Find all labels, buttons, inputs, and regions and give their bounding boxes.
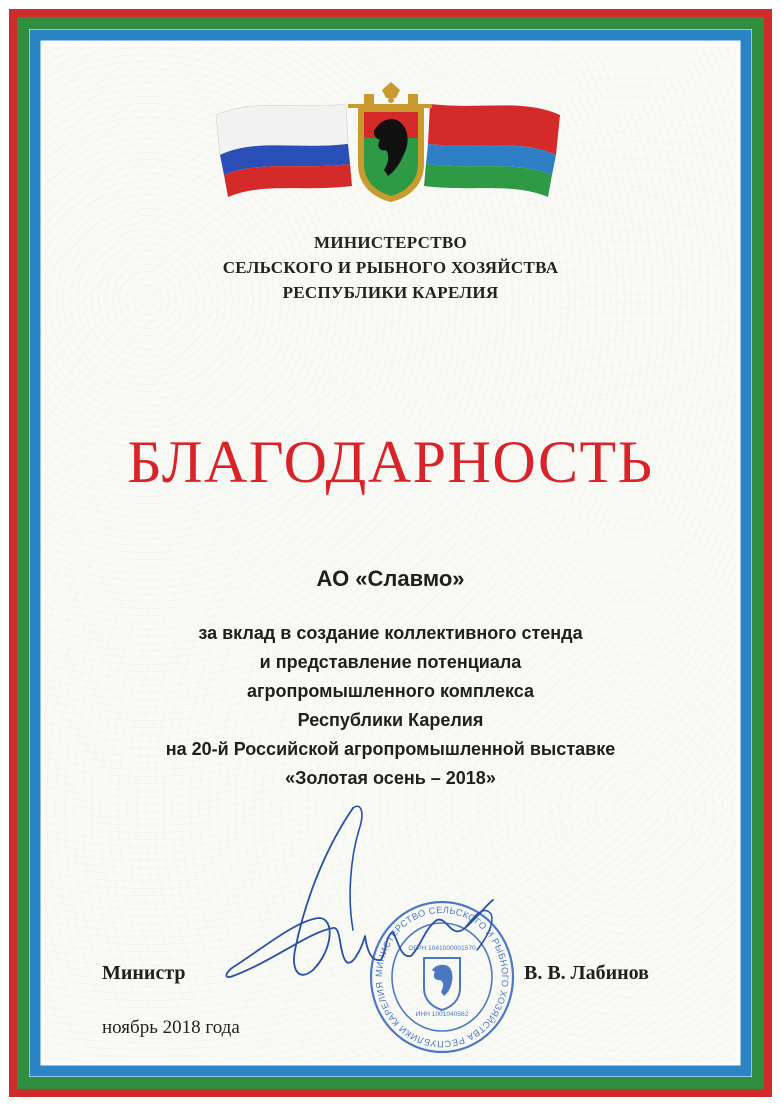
svg-text:ОГРН 1041000001570: ОГРН 1041000001570	[408, 945, 476, 952]
karelia-coat-of-arms-icon	[348, 82, 432, 202]
body-line: Республики Карелия	[297, 710, 484, 730]
russia-flag-icon	[216, 104, 352, 197]
body-line: за вклад в создание коллективного стенда	[198, 623, 583, 643]
body-line: и представление потенциала	[259, 652, 522, 672]
karelia-flag-icon	[424, 104, 560, 197]
recipient-name: АО «Славмо»	[316, 566, 465, 591]
flags-emblem	[214, 80, 566, 205]
svg-text:ИНН 1001040562: ИНН 1001040562	[415, 1011, 469, 1018]
ministry-name-line3: РЕСПУБЛИКИ КАРЕЛИЯ	[282, 283, 499, 302]
ministry-name-line2: СЕЛЬСКОГО И РЫБНОГО ХОЗЯЙСТВА	[222, 258, 559, 277]
svg-text:МИНИСТЕРСТВО СЕЛЬСКОГО И РЫБНО: МИНИСТЕРСТВО СЕЛЬСКОГО И РЫБНОГО ХОЗЯЙСТВА РЕСПУБЛИКИ КАРЕЛИЯ	[373, 904, 511, 1050]
handwritten-signature	[215, 800, 515, 1000]
certificate-title: БЛАГОДАРНОСТЬ	[127, 429, 654, 495]
body-line: «Золотая осень – 2018»	[285, 768, 496, 788]
body-line: на 20-й Российской агропромышленной выставке	[165, 739, 616, 759]
signatory-title: Министр	[102, 962, 186, 984]
ministry-name-line1: МИНИСТЕРСТВО	[313, 233, 468, 252]
signatory-name: В. В. Лабинов	[524, 962, 649, 984]
body-line: агропромышленного комплекса	[247, 681, 534, 701]
issue-date: ноябрь 2018 года	[102, 1017, 240, 1038]
